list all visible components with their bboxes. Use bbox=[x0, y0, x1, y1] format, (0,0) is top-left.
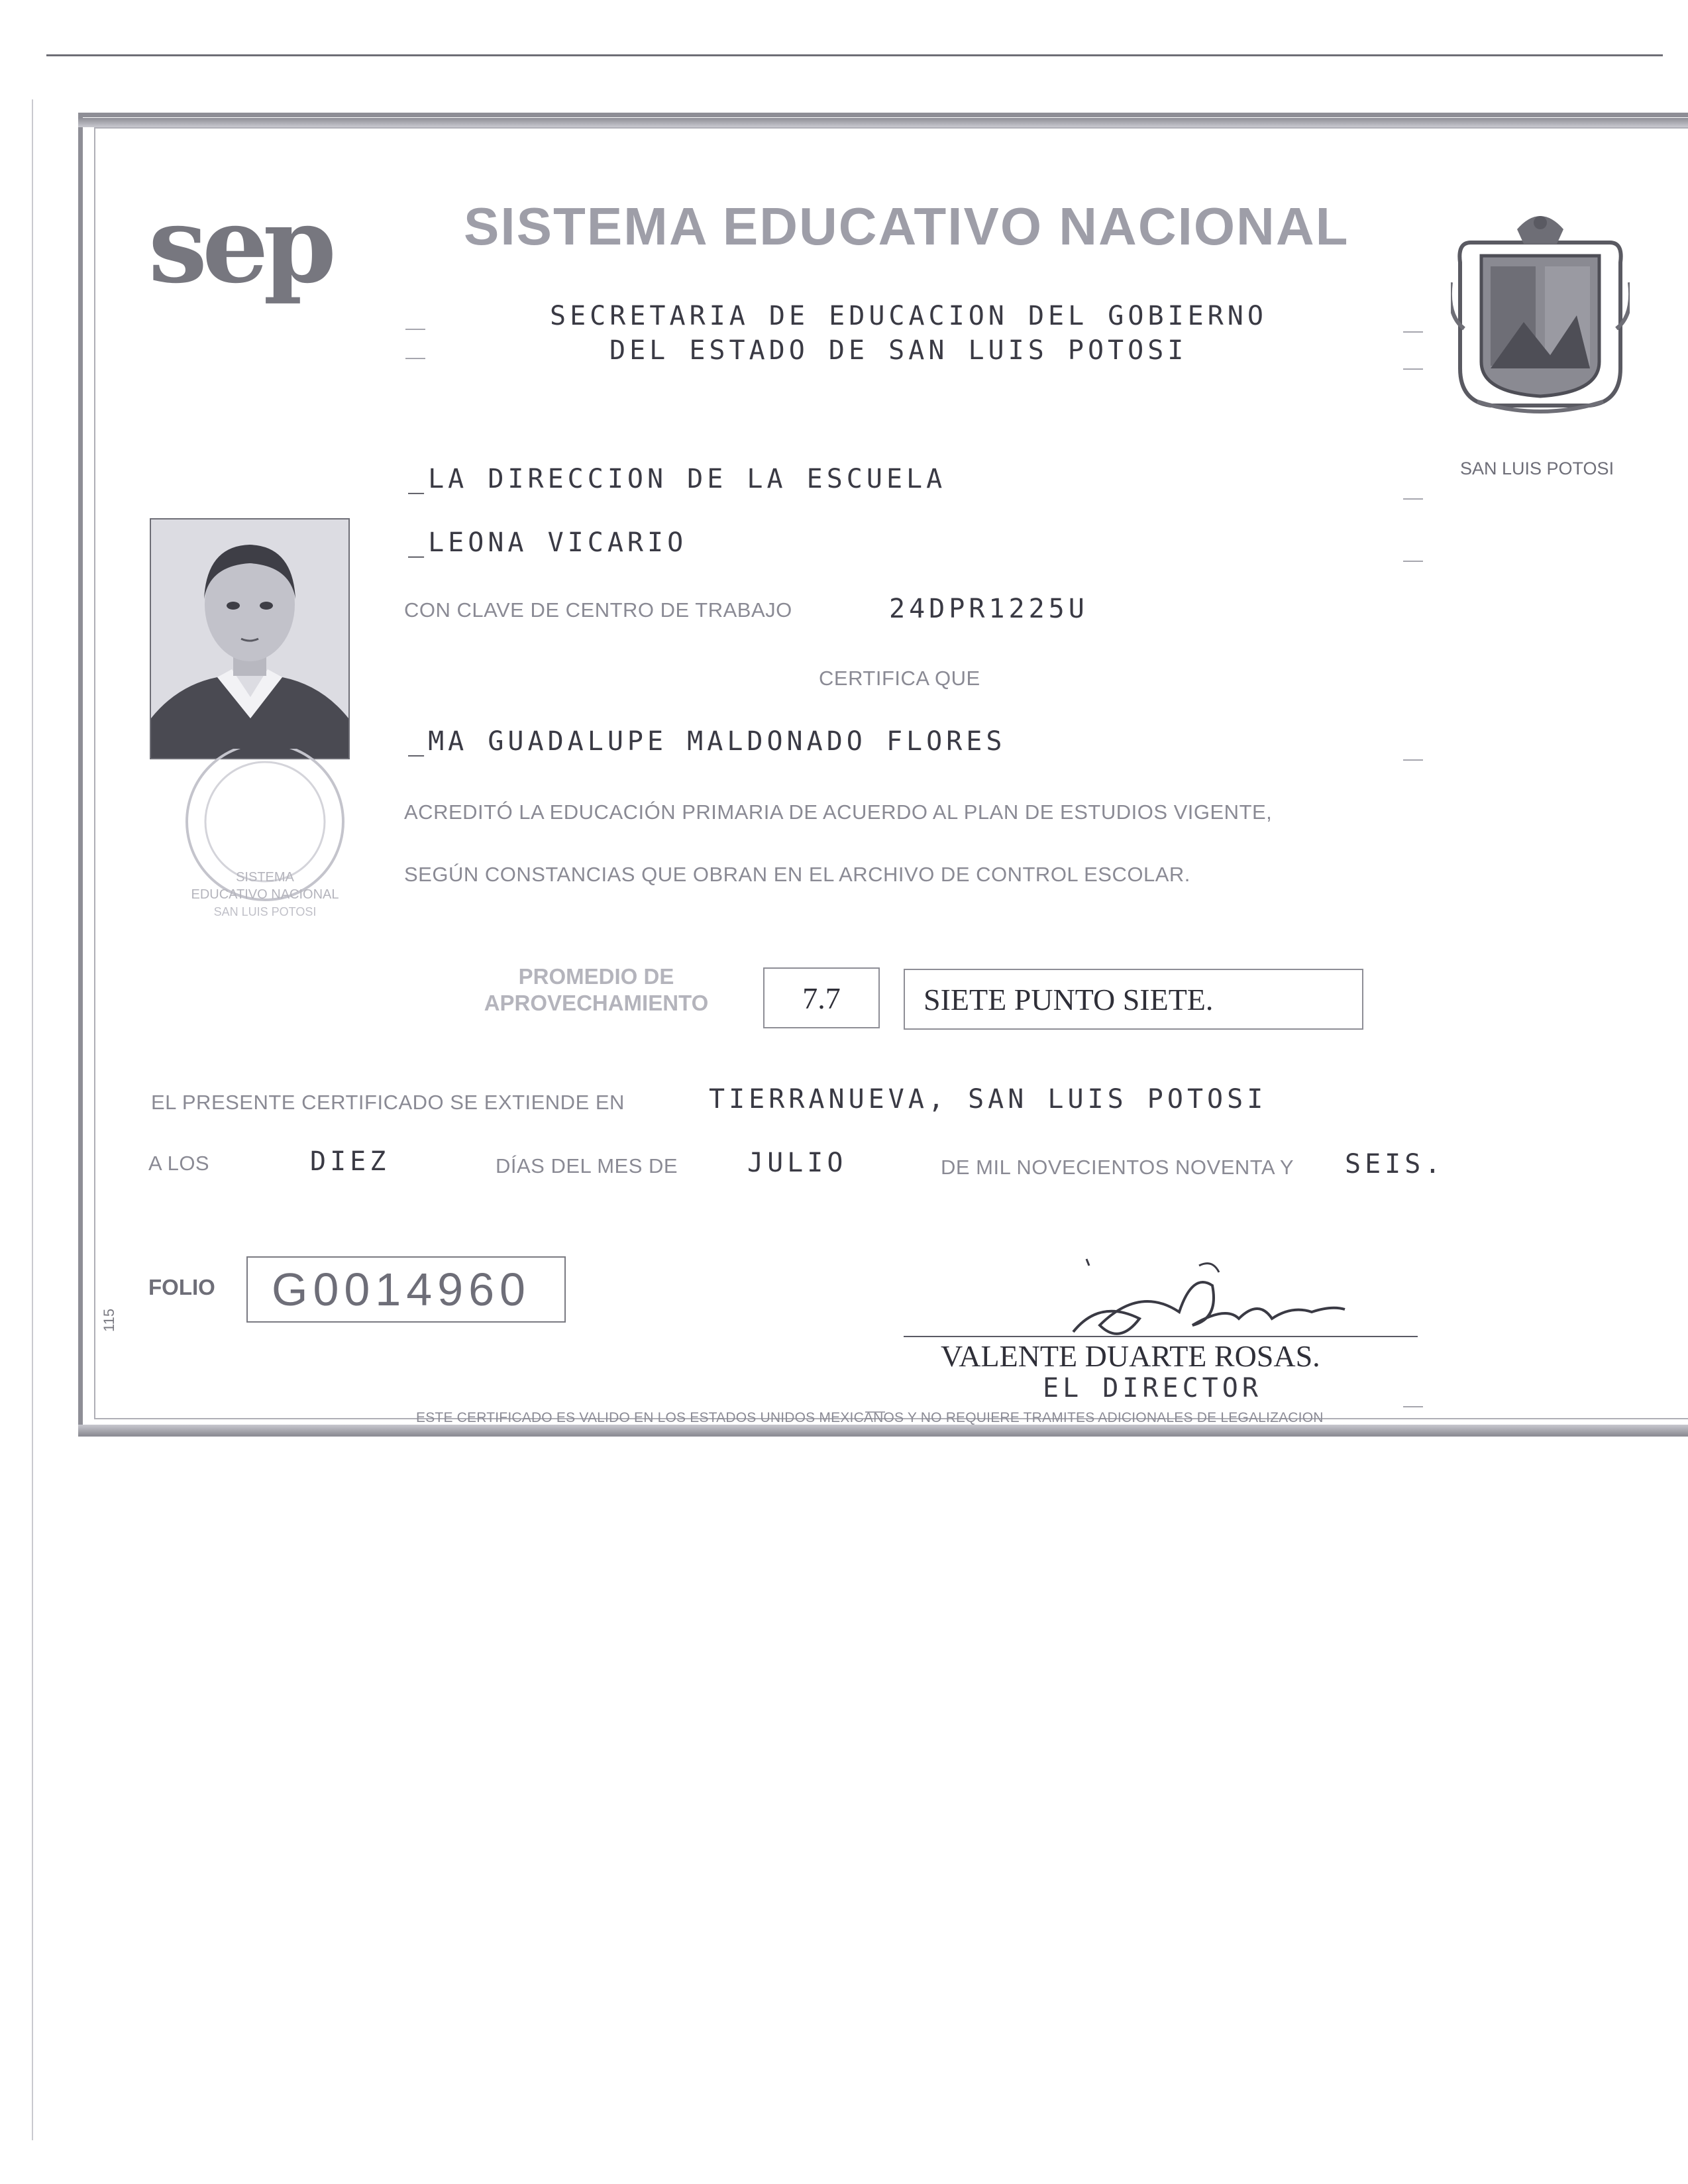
form-tick bbox=[1403, 498, 1423, 500]
system-title: SISTEMA EDUCATIVO NACIONAL bbox=[464, 197, 1349, 256]
folio-value: G0014960 bbox=[272, 1264, 531, 1315]
issued-place: TIERRANUEVA, SAN LUIS POTOSI bbox=[709, 1084, 1267, 1115]
issue-month: JULIO bbox=[747, 1148, 847, 1178]
statement-line-2: SEGÚN CONSTANCIAS QUE OBRAN EN EL ARCHIVO DE CONTROL ESCOLAR. bbox=[404, 863, 1190, 886]
director-name: VALENTE DUARTE ROSAS. bbox=[941, 1339, 1320, 1373]
average-value-words: SIETE PUNTO SIETE. bbox=[923, 982, 1214, 1016]
secretariat-line-1: SECRETARIA DE EDUCACION DEL GOBIERNO bbox=[550, 301, 1267, 331]
sep-logo: sep bbox=[148, 184, 331, 307]
average-label bbox=[457, 963, 735, 1016]
form-tick bbox=[1403, 368, 1423, 370]
average-label-line-1: PROMEDIO DE bbox=[518, 964, 674, 989]
school-direction: _LA DIRECCION DE LA ESCUELA bbox=[408, 464, 947, 494]
cct-value: 24DPR1225U bbox=[889, 594, 1088, 624]
certifies-label: CERTIFICA QUE bbox=[819, 667, 980, 690]
official-seal-stamp bbox=[99, 749, 391, 948]
average-value-box bbox=[763, 967, 880, 1028]
days-of-month-label: DÍAS DEL MES DE bbox=[496, 1154, 678, 1177]
form-tick bbox=[1403, 331, 1423, 333]
form-tick bbox=[405, 358, 425, 359]
student-name: _MA GUADALUPE MALDONADO FLORES bbox=[408, 726, 1006, 757]
page-top-rule bbox=[46, 54, 1663, 56]
folio-box bbox=[246, 1256, 566, 1323]
issued-label: EL PRESENTE CERTIFICADO SE EXTIENDE EN bbox=[151, 1091, 625, 1114]
a-los-label: A LOS bbox=[148, 1152, 210, 1175]
svg-text:SISTEMA: SISTEMA bbox=[236, 870, 294, 885]
svg-text:SAN LUIS POTOSI: SAN LUIS POTOSI bbox=[213, 905, 317, 918]
folio-label: FOLIO bbox=[148, 1275, 215, 1299]
issue-day: DIEZ bbox=[310, 1146, 390, 1177]
statement-line-1: ACREDITÓ LA EDUCACIÓN PRIMARIA DE ACUERDO AL PLAN DE ESTUDIOS VIGENTE, bbox=[404, 800, 1273, 824]
state-coat-of-arms bbox=[1451, 203, 1630, 421]
crest-caption: SAN LUIS POTOSI bbox=[1460, 459, 1614, 478]
average-words-box bbox=[904, 969, 1363, 1030]
student-portrait-icon bbox=[151, 519, 348, 758]
scan-left-margin-line bbox=[32, 99, 33, 2140]
legal-note: ESTE CERTIFICADO ES VALIDO EN LOS ESTADOS UNIDOS MEXICANOS Y NO REQUIERE TRAMITES ADICIONALES DE LEGALIZACION bbox=[416, 1410, 1324, 1425]
director-title: EL DIRECTOR bbox=[1043, 1373, 1262, 1403]
secretariat-line-2: DEL ESTADO DE SAN LUIS POTOSI bbox=[609, 335, 1188, 366]
form-tick bbox=[1403, 759, 1423, 761]
issue-year-last: SEIS. bbox=[1345, 1149, 1445, 1179]
certificate-frame-top-band bbox=[78, 118, 1688, 127]
margin-code: 115 bbox=[101, 1308, 117, 1332]
student-photo bbox=[150, 518, 350, 759]
form-tick bbox=[1403, 561, 1423, 562]
signature-line bbox=[904, 1336, 1418, 1337]
cct-label: CON CLAVE DE CENTRO DE TRABAJO bbox=[404, 598, 792, 622]
average-label-line-2: APROVECHAMIENTO bbox=[484, 990, 709, 1015]
svg-text:EDUCATIVO NACIONAL: EDUCATIVO NACIONAL bbox=[191, 887, 339, 902]
average-value: 7.7 bbox=[802, 981, 841, 1015]
form-tick bbox=[405, 329, 425, 330]
year-prefix-label: DE MIL NOVECIENTOS NOVENTA Y bbox=[941, 1156, 1294, 1179]
certificate-frame-bottom-band bbox=[78, 1425, 1688, 1435]
form-tick bbox=[1403, 1406, 1423, 1407]
school-name: _LEONA VICARIO bbox=[408, 527, 688, 558]
